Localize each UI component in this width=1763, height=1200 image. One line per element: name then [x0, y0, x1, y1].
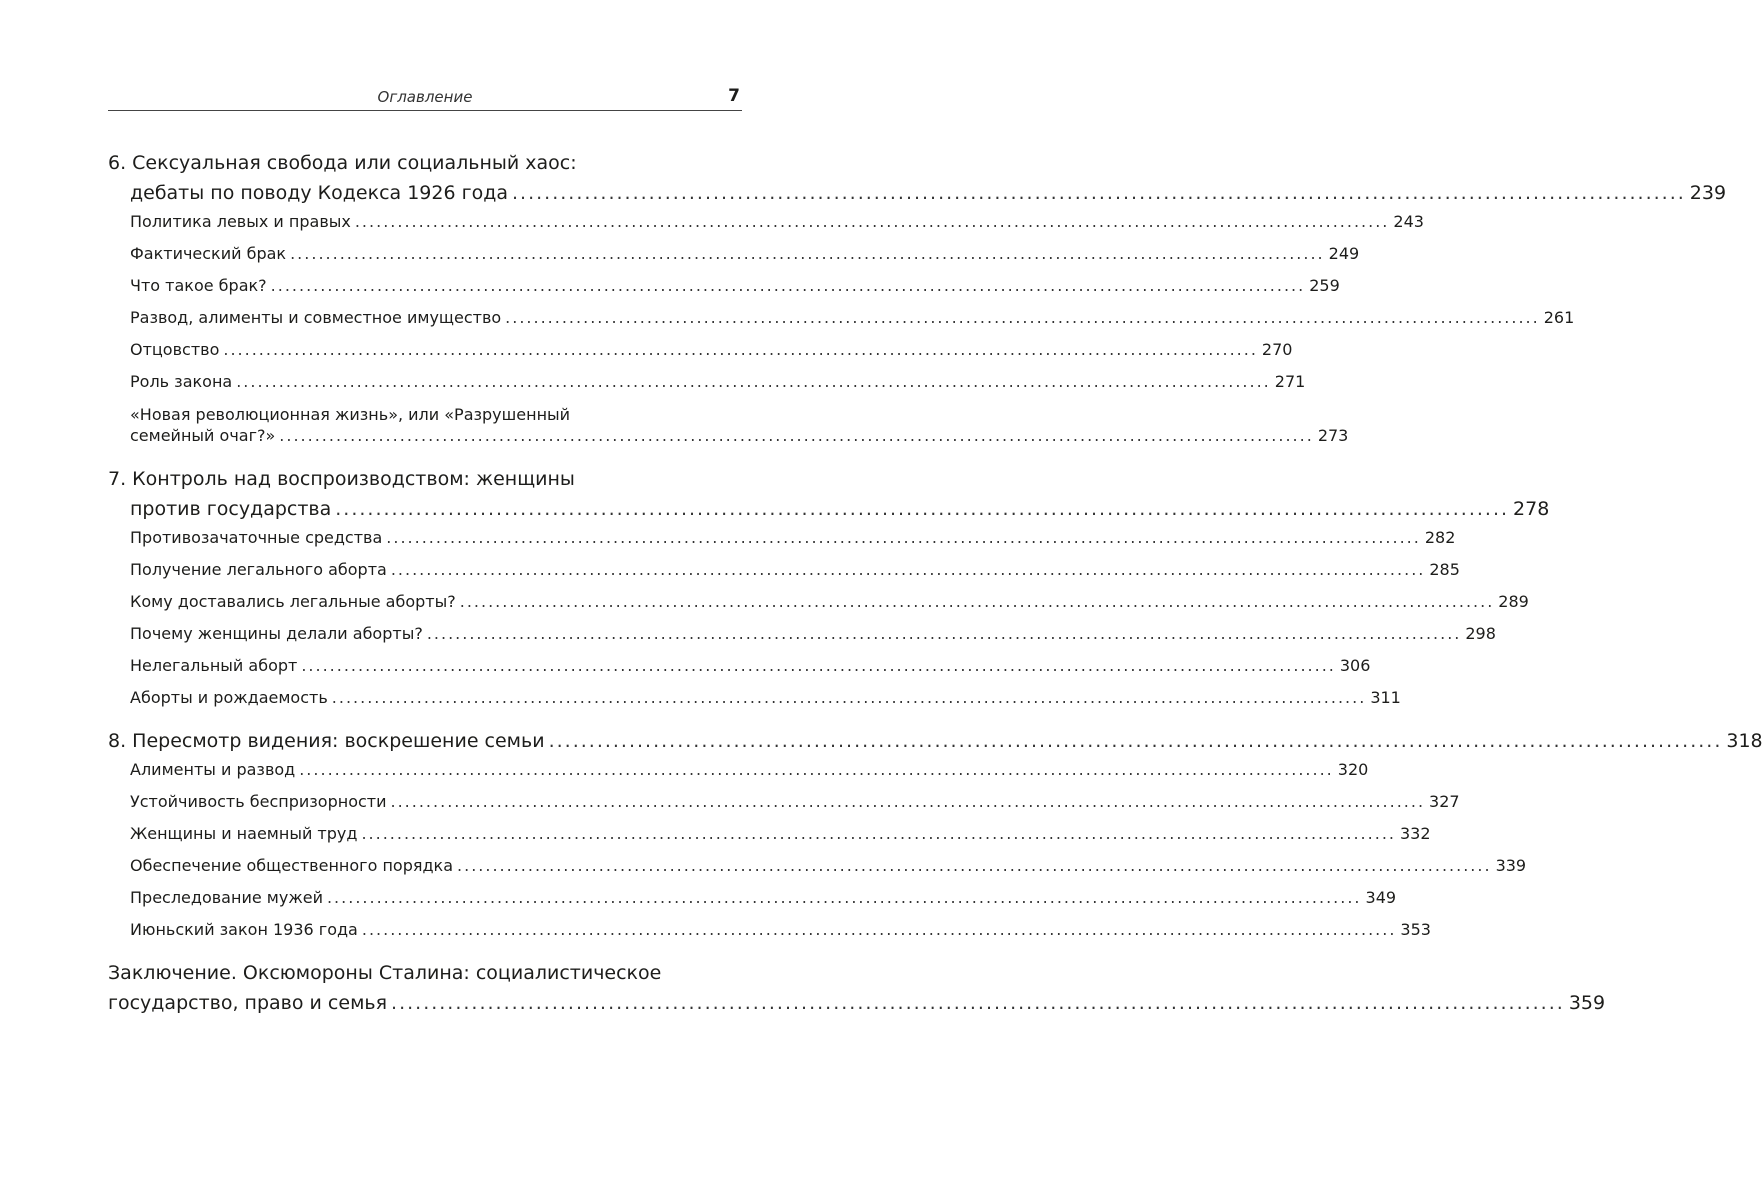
dot-leader: ..................................................................................................................................................: [386, 528, 1421, 547]
section-entry: [130, 425, 1349, 446]
dot-leader: ..................................................................................................................................................: [512, 182, 1686, 204]
dot-leader: ..................................................................................................................................................: [361, 824, 1396, 843]
page-ref: 332: [1399, 824, 1431, 843]
chapter-entry[interactable]: [108, 178, 1727, 208]
toc-section[interactable]: [108, 624, 1496, 644]
toc-section[interactable]: [108, 308, 1575, 328]
section-title: Преследование мужей: [130, 888, 323, 907]
toc-section[interactable]: [108, 372, 1306, 392]
conclusion-title-line: государство, право и семья: [108, 992, 388, 1014]
chapter-title-line: дебаты по поводу Кодекса 1926 года: [130, 182, 508, 204]
conclusion-title-line[interactable]: Заключение. Оксюмороны Сталина: социалистическое: [108, 962, 662, 984]
running-header: [108, 86, 742, 111]
section-title: Роль закона: [130, 372, 233, 391]
toc-section[interactable]: [108, 592, 1529, 612]
toc-section[interactable]: [108, 792, 1460, 812]
dot-leader: ..................................................................................................................................................: [335, 498, 1510, 520]
chapter-title: 8. Пересмотр видения: воскрешение семьи: [108, 730, 545, 752]
dot-leader: ..................................................................................................................................................: [390, 792, 1426, 811]
section-title: Женщины и наемный труд: [130, 824, 358, 843]
page-ref: 243: [1393, 212, 1424, 231]
page-ref: 359: [1568, 992, 1606, 1014]
section-title: Что такое брак?: [130, 276, 267, 295]
toc-chapter-7: [108, 464, 1550, 708]
section-title: Получение легального аборта: [130, 560, 387, 579]
page-ref: 320: [1337, 760, 1369, 779]
dot-leader: ..................................................................................................................................................: [331, 688, 1367, 707]
page-ref: 289: [1498, 592, 1529, 611]
page-ref: 271: [1274, 372, 1306, 391]
dot-leader: ..................................................................................................................................................: [326, 888, 1362, 907]
page-ref: 285: [1429, 560, 1460, 579]
page-ref: 327: [1429, 792, 1460, 811]
toc-section[interactable]: [108, 244, 1360, 264]
dot-leader: ..................................................................................................................................................: [301, 656, 1336, 675]
section-title-line: «Новая революционная жизнь», или «Разрушенный: [130, 405, 571, 424]
page-ref: 318: [1726, 730, 1763, 752]
page-ref: 349: [1365, 888, 1397, 907]
dot-leader: ..................................................................................................................................................: [270, 276, 1306, 295]
page-ref: 239: [1689, 182, 1727, 204]
section-title: Устойчивость беспризорности: [130, 792, 387, 811]
table-of-contents: [108, 148, 1763, 1036]
section-title: Кому доставались легальные аборты?: [130, 592, 456, 611]
section-title: Фактический брак: [130, 244, 287, 263]
page-ref: 249: [1328, 244, 1360, 263]
section-title: Алименты и развод: [130, 760, 296, 779]
toc-section[interactable]: [108, 824, 1431, 844]
chapter-entry[interactable]: [108, 494, 1550, 524]
chapter-title-line: против государства: [130, 498, 332, 520]
page-ref: 339: [1495, 856, 1527, 875]
dot-leader: ..................................................................................................................................................: [299, 760, 1334, 779]
page-ref: 259: [1309, 276, 1340, 295]
toc-chapter-6: [108, 148, 1727, 446]
toc-section[interactable]: [108, 760, 1369, 780]
section-title: Противозачаточные средства: [130, 528, 383, 547]
chapter-title-line[interactable]: 6. Сексуальная свобода или социальный хаос:: [108, 152, 577, 174]
dot-leader: ..................................................................................................................................................: [290, 244, 1325, 263]
section-title: Отцовство: [130, 340, 220, 359]
section-title: Обеспечение общественного порядка: [130, 856, 454, 875]
conclusion-entry[interactable]: [108, 988, 1606, 1018]
page-ref: 311: [1370, 688, 1401, 707]
dot-leader: ..................................................................................................................................................: [223, 340, 1258, 359]
toc-section[interactable]: [108, 920, 1431, 940]
toc-section[interactable]: [108, 688, 1401, 708]
section-title: Почему женщины делали аборты?: [130, 624, 423, 643]
dot-leader: ..................................................................................................................................................: [505, 308, 1540, 327]
page-ref: 306: [1339, 656, 1371, 675]
page-ref: 298: [1465, 624, 1496, 643]
page-ref: 261: [1543, 308, 1575, 327]
section-title: Развод, алименты и совместное имущество: [130, 308, 502, 327]
toc-section[interactable]: [108, 212, 1424, 232]
page-ref: 353: [1400, 920, 1431, 939]
toc-section-wrapped[interactable]: [108, 404, 1349, 446]
section-title: Аборты и рождаемость: [130, 688, 328, 707]
dot-leader: ..................................................................................................................................................: [459, 592, 1495, 611]
toc-section[interactable]: [108, 340, 1293, 360]
dot-leader: ..................................................................................................................................................: [457, 856, 1492, 875]
dot-leader: ..................................................................................................................................................: [236, 372, 1271, 391]
page-ref: 270: [1261, 340, 1293, 359]
page-number: 7: [728, 86, 740, 106]
dot-leader: ..................................................................................................................................................: [279, 426, 1314, 445]
page-ref: 282: [1424, 528, 1456, 547]
dot-leader: ..................................................................................................................................................: [548, 730, 1723, 752]
toc-section[interactable]: [108, 856, 1527, 876]
section-title-line: семейный очаг?»: [130, 426, 276, 445]
chapter-title-line[interactable]: 7. Контроль над воспроизводством: женщины: [108, 468, 575, 490]
chapter-entry[interactable]: [108, 726, 1763, 756]
toc-chapter-8: [108, 726, 1763, 940]
dot-leader: ..................................................................................................................................................: [361, 920, 1397, 939]
toc-section[interactable]: [108, 888, 1397, 908]
dot-leader: ..................................................................................................................................................: [426, 624, 1462, 643]
section-title: Нелегальный аборт: [130, 656, 298, 675]
toc-conclusion: [108, 958, 1606, 1018]
toc-section[interactable]: [108, 656, 1371, 676]
dot-leader: ..................................................................................................................................................: [354, 212, 1390, 231]
dot-leader: ..................................................................................................................................................: [391, 992, 1565, 1014]
toc-section[interactable]: [108, 276, 1340, 296]
page-ref: 273: [1317, 426, 1349, 445]
dot-leader: ..................................................................................................................................................: [390, 560, 1426, 579]
section-title: Политика левых и правых: [130, 212, 351, 231]
toc-section[interactable]: [108, 528, 1456, 548]
running-title: Оглавление: [377, 88, 473, 106]
page-ref: 278: [1513, 498, 1550, 520]
toc-section[interactable]: [108, 560, 1460, 580]
section-title: Июньский закон 1936 года: [130, 920, 358, 939]
